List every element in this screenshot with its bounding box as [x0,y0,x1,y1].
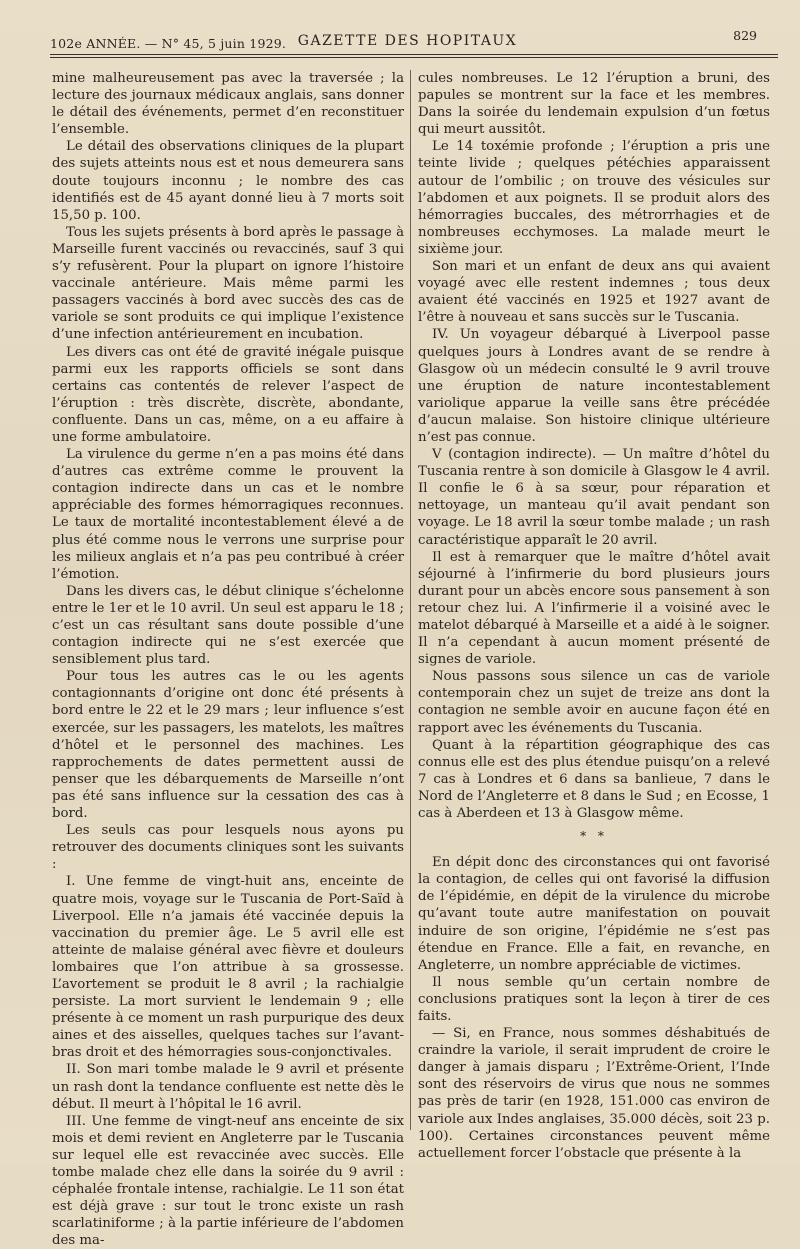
issue-line: 102e ANNÉE. — N° 45, 5 juin 1929. [50,36,287,51]
paragraph: Dans les divers cas, le début clinique s’échelonne entre le 1er et le 10 avril. Un seul est apparu le 18 ; c’est un cas résultant sans doute possible d’une contagion indirecte qui ne s’est exercée que sensiblement plus tard. [52,583,404,668]
case-paragraph: I. Une femme de vingt-huit ans, enceinte de quatre mois, voyage sur le Tuscania de Port-Saïd à Liverpool. Elle n’a jamais été vaccinée depuis la vaccination du premier âge. Le 5 avril elle est atteinte de malaise général avec fièvre et douleurs lombaires que l’on attribue à sa grossesse. L’avortement se produit le 8 avril ; la rachialgie persiste. La mort survient le lendemain 9 ; elle présente à ce moment un rash purpurique des deux aines et des aisselles, quelques taches sur l’avant-bras droit et des hémorragies sous-conjonctivales. [52,874,404,1061]
case-paragraph: III. Une femme de vingt-neuf ans enceinte de six mois et demi revient en Angleterre par le Tuscania sur lequel elle est revaccinée avec succès. Elle tombe malade chez elle dans la soirée du 9 avril : céphalée frontale intense, rachialgie. Le 11 son état est déjà grave : sur tout le tronc existe un rash scarlatiniforme ; à la partie inférieure de l’abdomen des ma- [52,1113,404,1249]
section-asterisks: * * [580,829,608,844]
page-header [50,28,765,54]
paragraph: Son mari et un enfant de deux ans qui avaient voyagé avec elle restent indemnes ; tous deux avaient été vaccinés en 1925 et 1927 avant de l’être à nouveau et sans succès sur le Tuscania. [418,259,770,326]
paragraph: Il est à remarquer que le maître d’hôtel avait séjourné à l’infirmerie du bord plusieurs jours durant pour un abcès encore sous pansement à son retour chez lui. A l’infirmerie il a voisiné avec le matelot débarqué à Marseille et a aidé à le soigner. Il n’a cependant à aucun moment présenté de signes de variole. [418,549,770,668]
header-rule [50,54,778,58]
paragraph: — Si, en France, nous sommes déshabitués de craindre la variole, il serait imprudent de croire le danger à jamais disparu ; l’Extrême-Orient, l’Inde sont des réservoirs de virus que nous ne sommes pas près de tarir (en 1928, 151.000 cas environ de variole aux Indes anglaises, 35.000 décès, soit 23 p. 100). Certaines circonstances peuvent même actuellement forcer l’obstacle que présente à la [418,1026,770,1161]
paragraph: Quant à la répartition géographique des cas connus elle est des plus étendue puisqu’on a relevé 7 cas à Londres et 6 dans sa banlieue, 7 dans le Nord de l’Angleterre et 8 dans le Sud ; en Ecosse, 1 cas à Aberdeen et 13 à Glasgow même. [418,737,770,822]
paragraph: mine malheureusement pas avec la traversée ; la lecture des journaux médicaux anglais, sans donner le détail des événements, permet d’en reconstituer l’ensemble. [52,71,404,138]
case-paragraph: IV. Un voyageur débarqué à Liverpool passe quelques jours à Londres avant de se rendre à Glasgow où un médecin consulté le 9 avril trouve une éruption de nature incontestablement variolique apparue la veille sans être précédée d’aucun malaise. Son histoire clinique ultérieure n’est pas connue. [418,327,770,445]
paragraph: Pour tous les autres cas le ou les agents contagionnants d’origine ont donc été présents à bord entre le 22 et le 29 mars ; leur influence s’est exercée, sur les passagers, les matelots, les maîtres d’hôtel et le personnel des machines. Les rapprochements de dates permettent aussi de penser que les débarquements de Marseille n’ont pas été sans influence sur la cessation des cas à bord. [52,669,404,822]
right-column [418,70,770,1162]
left-column [52,70,404,1249]
paragraph: Tous les sujets présents à bord après le passage à Marseille furent vaccinés ou revaccinés, sauf 3 qui s’y refusèrent. Pour la plupart on ignore l’histoire vaccinale antérieure. Mais même parmi les passagers vaccinés à bord avec succès des cas de variole se sont produits ce qui implique l’existence d’une infection antérieurement en incubation. [52,224,404,343]
paragraph: En dépit donc des circonstances qui ont favorisé la contagion, de celles qui ont favorisé la diffusion de l’épidémie, en dépit de la virulence du microbe qu’avant toute autre manifestation on pouvait induire de son origine, l’épidémie ne s’est pas étendue en France. Elle a fait, en revanche, en Angleterre, un nombre appréciable de victimes. [418,855,770,973]
case-paragraph: II. Son mari tombe malade le 9 avril et présente un rash dont la tendance confluente est nette dès le début. Il meurt à l’hôpital le 16 avril. [52,1062,404,1112]
paragraph: La virulence du germe n’en a pas moins été dans d’autres cas extrême comme le prouvent la contagion indirecte dans un cas et le nombre appréciable des formes hémorragiques reconnues. Le taux de mortalité incontestablement élevé a de plus été comme nous le verrons une surprise pour les milieux anglais et n’a pas peu contribué à créer l’émotion. [52,447,404,582]
journal-title: GAZETTE DES HOPITAUX [297,33,518,49]
paragraph: Le 14 toxémie profonde ; l’éruption a pris une teinte livide ; quelques pétéchies apparaissent autour de l’ombilic ; on trouve des vésicules sur l’abdomen et aux poignets. Il se produit alors des hémorragies buccales, des métrorrhagies et de nombreuses ecchymoses. La malade meurt le sixième jour. [418,139,770,257]
page-number: 829 [733,28,757,43]
paragraph: Le détail des observations cliniques de la plupart des sujets atteints nous est et nous demeurera sans doute toujours inconnu ; le nombre des cas identifiés est de 45 ayant donné lieu à 7 morts soit 15,50 p. 100. [52,139,404,223]
column-separator [410,70,411,1130]
paragraph: Les divers cas ont été de gravité inégale puisque parmi eux les rapports officiels se sont dans certains cas contentés de relever l’aspect de l’éruption : très discrète, discrète, abondante, confluente. Dans un cas, même, on a eu affaire à une forme ambulatoire. [52,344,404,445]
paragraph: Les seuls cas pour lesquels nous ayons pu retrouver des documents cliniques sont les suivants : [52,823,404,873]
paragraph: Il nous semble qu’un certain nombre de conclusions pratiques sont la leçon à tirer de ces faits. [418,974,770,1024]
paragraph: cules nombreuses. Le 12 l’éruption a bruni, des papules se montrent sur la face et les membres. Dans la soirée du lendemain expulsion d’un fœtus qui meurt aussitôt. [418,71,770,138]
case-paragraph: V (contagion indirecte). — Un maître d’hôtel du Tuscania rentre à son domicile à Glasgow le 4 avril. Il confie le 6 à sa sœur, pour réparation et nettoyage, un manteau qu’il avait pendant son voyage. Le 18 avril la sœur tombe malade ; un rash caractéristique apparaît le 20 avril. [418,447,770,548]
paragraph: Nous passons sous silence un cas de variole contemporain chez un sujet de treize ans dont la contagion ne semble avoir en aucune façon été en rapport avec les événements du Tuscania. [418,669,770,736]
